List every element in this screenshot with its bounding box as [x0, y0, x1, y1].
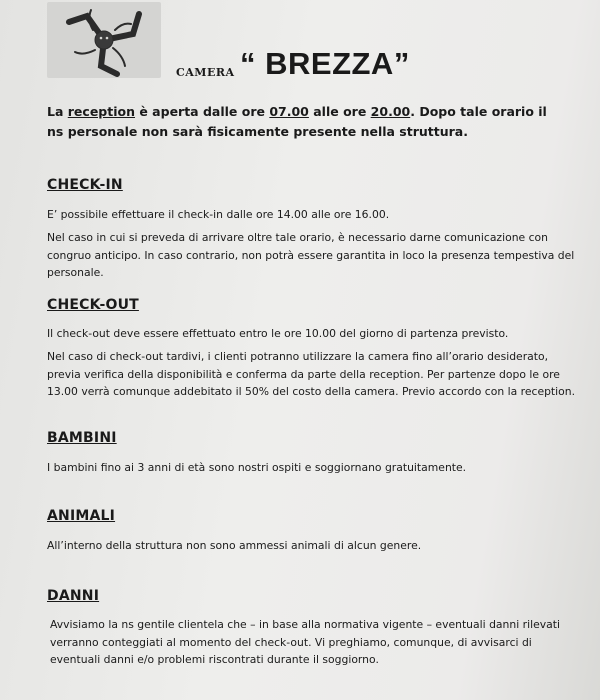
- section-title-danni: DANNI: [47, 588, 100, 604]
- intro-text: La: [47, 104, 68, 119]
- section-title-bambini: BAMBINI: [47, 430, 117, 446]
- danni-text: Avvisiamo la ns gentile clientela che – in base alla normativa vigente – eventuali danni rilevati verranno conteggiati al momento del check-out. Vi preghiamo, comunque, di avvisarci di eventuali danni e/o problemi riscontrati durante il soggiorno.: [50, 618, 560, 666]
- checkin-hours-text: E’ possibile effettuare il check-in dalle ore 14.00 alle ore 16.00.: [47, 208, 390, 221]
- camera-name: “ BREZZA”: [240, 46, 410, 81]
- section-title-animali: ANIMALI: [47, 508, 116, 524]
- animali-text: All’interno della struttura non sono ammessi animali di alcun genere.: [47, 539, 422, 552]
- reception-notice: [47, 102, 567, 142]
- trinacria-icon: [47, 2, 161, 78]
- bambini-text: I bambini fino ai 3 anni di età sono nostri ospiti e soggiornano gratuitamente.: [47, 461, 467, 474]
- intro-text: alle ore: [308, 104, 371, 119]
- checkout-late-text: Nel caso di check-out tardivi, i clienti potranno utilizzare la camera fino all’orario desiderato, previa verifica della disponibilità e conferma da parte della reception. Per partenze dopo le ore 13.00 verrà comunque addebitato il 50% del costo della camera. Previo accordo con la reception.: [47, 350, 576, 398]
- intro-text: è aperta dalle ore: [135, 104, 270, 119]
- checkout-hours-text: Il check-out deve essere effettuato entro le ore 10.00 del giorno di partenza previsto.: [47, 327, 509, 340]
- trinacria-logo: [47, 2, 161, 78]
- intro-text: . Dopo tale orario il ns personale non sarà fisicamente presente nella struttura.: [47, 104, 547, 139]
- reception-word: reception: [67, 104, 135, 119]
- opening-time: 07.00: [269, 104, 309, 119]
- checkin-late-arrival-text: Nel caso in cui si preveda di arrivare oltre tale orario, è necessario darne comunicazione con congruo anticipo. In caso contrario, non potrà essere garantita in loco la presenza tempestiva del personale.: [47, 231, 575, 279]
- section-title-checkin: CHECK-IN: [47, 177, 123, 193]
- camera-label: CAMERA: [176, 66, 235, 79]
- section-title-checkout: CHECK-OUT: [47, 297, 139, 313]
- closing-time: 20.00: [370, 104, 411, 119]
